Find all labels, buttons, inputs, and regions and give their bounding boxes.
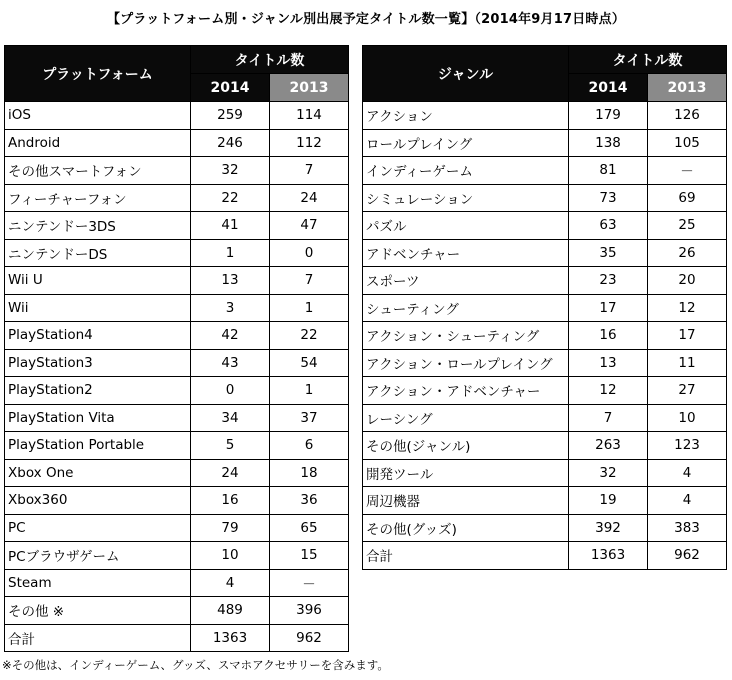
value-2014-cell: 73 xyxy=(569,184,648,212)
value-2013-cell: 1 xyxy=(270,377,349,405)
table-row xyxy=(5,267,349,295)
value-2014-cell: 1363 xyxy=(191,624,270,652)
value-2014-cell: 32 xyxy=(191,157,270,185)
value-2013-cell: 54 xyxy=(270,349,349,377)
platform-header: プラットフォーム xyxy=(5,46,191,102)
value-2014-cell: 3 xyxy=(191,294,270,322)
value-2014-cell: 22 xyxy=(191,184,270,212)
row-name-cell: Wii xyxy=(5,294,191,322)
table-row xyxy=(363,212,727,240)
value-2014-cell: 24 xyxy=(191,459,270,487)
table-row xyxy=(5,349,349,377)
value-2014-cell: 1 xyxy=(191,239,270,267)
table-row xyxy=(5,102,349,130)
table-row xyxy=(363,267,727,295)
value-2013-cell: 11 xyxy=(648,349,727,377)
row-name-cell: 合計 xyxy=(363,542,569,570)
row-name-cell: Wii U xyxy=(5,267,191,295)
value-2014-cell: 41 xyxy=(191,212,270,240)
value-2013-cell: 7 xyxy=(270,267,349,295)
value-2014-cell: 16 xyxy=(191,487,270,515)
row-name-cell: アクション・シューティング xyxy=(363,322,569,350)
value-2014-cell: 4 xyxy=(191,569,270,597)
row-name-cell: ニンテンドーDS xyxy=(5,239,191,267)
value-2013-cell: 20 xyxy=(648,267,727,295)
table-row xyxy=(363,542,727,570)
table-row xyxy=(5,569,349,597)
value-2014-cell: 138 xyxy=(569,129,648,157)
table-row xyxy=(363,294,727,322)
table-row xyxy=(5,239,349,267)
row-name-cell: 合計 xyxy=(5,624,191,652)
value-2014-cell: 13 xyxy=(569,349,648,377)
row-name-cell: Android xyxy=(5,129,191,157)
value-2014-cell: 79 xyxy=(191,514,270,542)
row-name-cell: PlayStation Portable xyxy=(5,432,191,460)
table-row xyxy=(5,597,349,625)
table-row xyxy=(5,212,349,240)
row-name-cell: iOS xyxy=(5,102,191,130)
value-2013-cell: 112 xyxy=(270,129,349,157)
table-row xyxy=(363,459,727,487)
year-2014-header: 2014 xyxy=(191,74,270,102)
row-name-cell: パズル xyxy=(363,212,569,240)
value-2013-cell: － xyxy=(648,157,727,185)
row-name-cell: アクション・ロールプレイング xyxy=(363,349,569,377)
table-row xyxy=(5,157,349,185)
row-name-cell: ロールプレイング xyxy=(363,129,569,157)
title-count-header: タイトル数 xyxy=(191,46,349,74)
row-name-cell: シミュレーション xyxy=(363,184,569,212)
value-2013-cell: 123 xyxy=(648,432,727,460)
value-2014-cell: 34 xyxy=(191,404,270,432)
row-name-cell: スポーツ xyxy=(363,267,569,295)
value-2013-cell: 7 xyxy=(270,157,349,185)
row-name-cell: その他(グッズ) xyxy=(363,514,569,542)
value-2013-cell: 0 xyxy=(270,239,349,267)
row-name-cell: その他 ※ xyxy=(5,597,191,625)
table-row xyxy=(5,514,349,542)
table-row xyxy=(5,404,349,432)
row-name-cell: その他(ジャンル) xyxy=(363,432,569,460)
row-name-cell: インディーゲーム xyxy=(363,157,569,185)
value-2014-cell: 10 xyxy=(191,542,270,570)
value-2013-cell: － xyxy=(270,569,349,597)
row-name-cell: フィーチャーフォン xyxy=(5,184,191,212)
value-2014-cell: 42 xyxy=(191,322,270,350)
table-row xyxy=(363,102,727,130)
value-2014-cell: 12 xyxy=(569,377,648,405)
table-row xyxy=(363,184,727,212)
row-name-cell: PlayStation3 xyxy=(5,349,191,377)
value-2014-cell: 0 xyxy=(191,377,270,405)
value-2013-cell: 1 xyxy=(270,294,349,322)
row-name-cell: PlayStation Vita xyxy=(5,404,191,432)
row-name-cell: PlayStation2 xyxy=(5,377,191,405)
row-name-cell: 開発ツール xyxy=(363,459,569,487)
value-2013-cell: 12 xyxy=(648,294,727,322)
table-row xyxy=(5,129,349,157)
value-2013-cell: 105 xyxy=(648,129,727,157)
value-2014-cell: 63 xyxy=(569,212,648,240)
row-name-cell: Xbox360 xyxy=(5,487,191,515)
table-row xyxy=(363,239,727,267)
table-row xyxy=(363,432,727,460)
value-2013-cell: 4 xyxy=(648,487,727,515)
row-name-cell: アクション・アドベンチャー xyxy=(363,377,569,405)
year-2013-header: 2013 xyxy=(270,74,349,102)
table-row xyxy=(5,294,349,322)
row-name-cell: PCブラウザゲーム xyxy=(5,542,191,570)
value-2013-cell: 24 xyxy=(270,184,349,212)
platform-table xyxy=(4,45,349,652)
year-2013-header: 2013 xyxy=(648,74,727,102)
page-title: 【プラットフォーム別・ジャンル別出展予定タイトル数一覧】（2014年9月17日時点） xyxy=(106,12,626,27)
value-2014-cell: 43 xyxy=(191,349,270,377)
value-2013-cell: 114 xyxy=(270,102,349,130)
value-2013-cell: 962 xyxy=(648,542,727,570)
value-2013-cell: 15 xyxy=(270,542,349,570)
value-2014-cell: 13 xyxy=(191,267,270,295)
row-name-cell: Steam xyxy=(5,569,191,597)
value-2013-cell: 27 xyxy=(648,377,727,405)
table-row xyxy=(5,487,349,515)
row-name-cell: Xbox One xyxy=(5,459,191,487)
value-2014-cell: 81 xyxy=(569,157,648,185)
value-2013-cell: 22 xyxy=(270,322,349,350)
table-row xyxy=(5,542,349,570)
value-2013-cell: 69 xyxy=(648,184,727,212)
table-row xyxy=(363,514,727,542)
value-2013-cell: 396 xyxy=(270,597,349,625)
value-2013-cell: 37 xyxy=(270,404,349,432)
row-name-cell: その他スマートフォン xyxy=(5,157,191,185)
row-name-cell: 周辺機器 xyxy=(363,487,569,515)
table-row xyxy=(363,349,727,377)
table-row xyxy=(5,184,349,212)
row-name-cell: シューティング xyxy=(363,294,569,322)
value-2013-cell: 17 xyxy=(648,322,727,350)
table-row xyxy=(363,404,727,432)
title-count-header: タイトル数 xyxy=(569,46,727,74)
value-2013-cell: 47 xyxy=(270,212,349,240)
value-2014-cell: 7 xyxy=(569,404,648,432)
value-2014-cell: 16 xyxy=(569,322,648,350)
value-2013-cell: 18 xyxy=(270,459,349,487)
value-2013-cell: 383 xyxy=(648,514,727,542)
table-row xyxy=(5,377,349,405)
value-2013-cell: 126 xyxy=(648,102,727,130)
value-2014-cell: 392 xyxy=(569,514,648,542)
value-2014-cell: 179 xyxy=(569,102,648,130)
table-row xyxy=(363,487,727,515)
year-2014-header: 2014 xyxy=(569,74,648,102)
table-row xyxy=(363,157,727,185)
value-2013-cell: 65 xyxy=(270,514,349,542)
value-2013-cell: 26 xyxy=(648,239,727,267)
value-2013-cell: 25 xyxy=(648,212,727,240)
row-name-cell: レーシング xyxy=(363,404,569,432)
table-row xyxy=(5,432,349,460)
value-2013-cell: 10 xyxy=(648,404,727,432)
value-2014-cell: 32 xyxy=(569,459,648,487)
value-2014-cell: 259 xyxy=(191,102,270,130)
value-2013-cell: 6 xyxy=(270,432,349,460)
value-2013-cell: 36 xyxy=(270,487,349,515)
genre-header: ジャンル xyxy=(363,46,569,102)
value-2014-cell: 263 xyxy=(569,432,648,460)
value-2014-cell: 17 xyxy=(569,294,648,322)
table-row xyxy=(363,129,727,157)
table-row xyxy=(5,624,349,652)
value-2014-cell: 5 xyxy=(191,432,270,460)
row-name-cell: ニンテンドー3DS xyxy=(5,212,191,240)
value-2014-cell: 1363 xyxy=(569,542,648,570)
table-row xyxy=(5,459,349,487)
value-2014-cell: 35 xyxy=(569,239,648,267)
row-name-cell: PlayStation4 xyxy=(5,322,191,350)
table-row xyxy=(363,322,727,350)
row-name-cell: アクション xyxy=(363,102,569,130)
value-2014-cell: 23 xyxy=(569,267,648,295)
genre-table xyxy=(362,45,727,570)
value-2013-cell: 962 xyxy=(270,624,349,652)
value-2014-cell: 19 xyxy=(569,487,648,515)
footnote: ※その他は、インディーゲーム、グッズ、スマホアクセサリーを含みます。 xyxy=(2,658,389,672)
row-name-cell: アドベンチャー xyxy=(363,239,569,267)
table-row xyxy=(5,322,349,350)
value-2014-cell: 246 xyxy=(191,129,270,157)
row-name-cell: PC xyxy=(5,514,191,542)
value-2014-cell: 489 xyxy=(191,597,270,625)
table-row xyxy=(363,377,727,405)
value-2013-cell: 4 xyxy=(648,459,727,487)
